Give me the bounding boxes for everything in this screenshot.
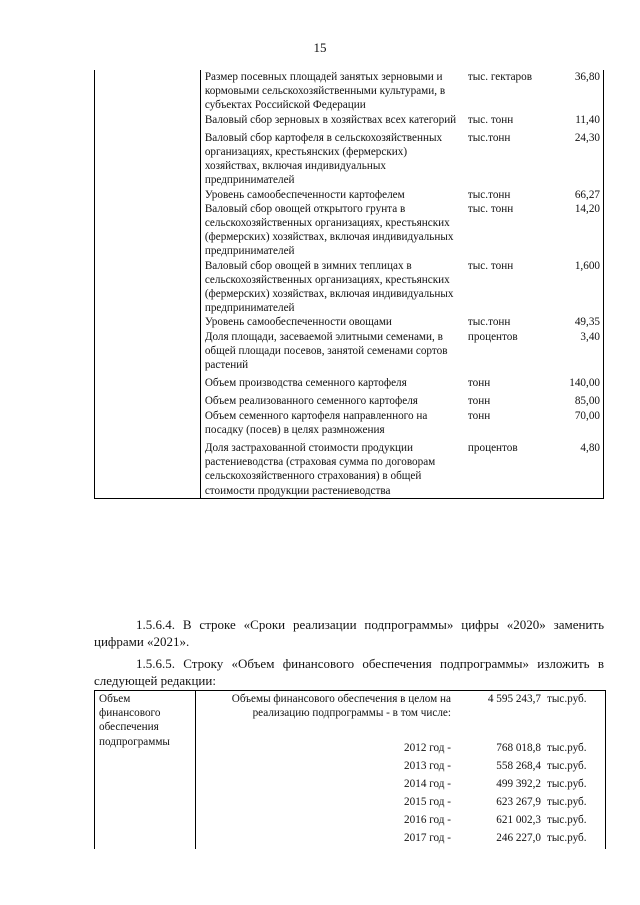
indicator-value: 11,40 <box>542 113 604 131</box>
column-divider <box>195 691 196 849</box>
indicator-unit: тыс.тонн <box>467 188 511 201</box>
indicator-name: Валовый сбор зерновых в хозяйствах всех категорий <box>204 113 457 126</box>
finance-year-row <box>201 741 601 758</box>
indicator-name: Объем производства семенного картофеля <box>204 377 407 390</box>
indicator-value: 14,20 <box>542 202 604 259</box>
indicator-value: 1,600 <box>542 259 604 316</box>
table-row <box>95 330 604 377</box>
finance-amount: 768 018,8 <box>496 742 541 754</box>
indicator-value: 66,27 <box>542 188 604 202</box>
finance-year-row <box>201 813 601 830</box>
finance-year-row <box>201 777 601 794</box>
table-row <box>95 376 604 394</box>
indicator-name: Объем реализованного семенного картофеля <box>204 395 418 408</box>
indicator-value: 24,30 <box>542 131 604 188</box>
finance-year: 2013 год - <box>404 760 451 772</box>
indicator-name: Валовый сбор овощей открытого грунта в сельскохозяйственных организациях, крестьянских (фермерских) хозяйствах, включая индивидуальных предпринимателей <box>204 202 454 258</box>
finance-year: 2014 год - <box>404 778 451 790</box>
indicator-unit: тонн <box>467 409 491 422</box>
paragraph-finance-change: 1.5.6.5. Строку «Объем финансового обеспечения подпрограммы» изложить в следующей редакции: <box>94 656 604 688</box>
indicator-unit: тыс. тонн <box>467 202 514 215</box>
table-row <box>95 131 604 188</box>
table-row <box>95 409 604 441</box>
indicator-value: 70,00 <box>542 409 604 441</box>
table-row <box>95 259 604 316</box>
indicator-name: Размер посевных площадей занятых зерновыми и кормовыми сельскохозяйственными культурами, в субъектах Российской Федерации <box>204 71 446 112</box>
finance-year-row <box>201 795 601 812</box>
indicators-table <box>94 70 604 499</box>
indicator-name: Доля застрахованной стоимости продукции растениеводства (страховая сумма по договорам сельскохозяйственного страхования) в общей стоимости продукции растениеводства <box>200 441 465 498</box>
finance-unit: тыс.руб. <box>547 760 587 772</box>
finance-amount: 621 002,3 <box>496 814 541 826</box>
finance-header: Объемы финансового обеспечения в целом на реализацию подпрограммы - в том числе: <box>231 693 451 720</box>
indicator-name: Валовый сбор овощей в зимних теплицах в сельскохозяйственных организациях, крестьянских (фермерских) хозяйствах, включая индивидуальных предпринимателей <box>204 259 454 315</box>
indicator-unit: тонн <box>467 377 491 390</box>
indicator-unit: процентов <box>465 441 542 498</box>
finance-label: Объем финансового обеспечения подпрограммы <box>99 693 170 748</box>
indicator-name: Валовый сбор картофеля в сельскохозяйственных организациях, крестьянских (фермерских) хозяйствах, включая индивидуальных предпринимателей <box>204 131 443 187</box>
finance-total-unit: тыс.руб. <box>547 693 587 705</box>
table-row <box>95 441 604 498</box>
finance-unit: тыс.руб. <box>547 778 587 790</box>
indicator-unit: тыс.тонн <box>467 316 511 329</box>
indicator-unit: тыс. тонн <box>467 113 514 126</box>
indicator-value: 4,80 <box>542 441 604 498</box>
finance-unit: тыс.руб. <box>547 796 587 808</box>
finance-unit: тыс.руб. <box>547 814 587 826</box>
indicator-value: 140,00 <box>542 376 604 394</box>
indicator-unit: процентов <box>467 330 518 343</box>
table-row <box>95 202 604 259</box>
indicator-unit: тыс. тонн <box>467 259 514 272</box>
finance-unit: тыс.руб. <box>547 742 587 754</box>
page-number: 15 <box>313 40 327 55</box>
finance-amount: 246 227,0 <box>496 832 541 844</box>
finance-year: 2012 год - <box>404 742 451 754</box>
table-row <box>95 188 604 202</box>
finance-total-row <box>201 692 601 709</box>
table-row <box>95 113 604 131</box>
table-row <box>95 70 604 113</box>
finance-year: 2016 год - <box>404 814 451 826</box>
table-row <box>95 394 604 408</box>
indicator-unit: тыс.тонн <box>467 131 511 144</box>
indicator-name: Уровень самообеспеченности картофелем <box>204 188 405 201</box>
indicator-unit: тонн <box>467 395 491 408</box>
finance-year: 2015 год - <box>404 796 451 808</box>
finance-year-row <box>201 831 601 848</box>
finance-total-amount: 4 595 243,7 <box>487 693 541 705</box>
indicator-unit: тыс. гектаров <box>467 71 533 83</box>
finance-amount: 623 267,9 <box>496 796 541 808</box>
indicator-name: Доля площади, засеваемой элитными семенами, в общей площади посевов, занятой семенами сортов растений <box>204 330 448 372</box>
indicator-name: Объем семенного картофеля направленного на посадку (посев) в целях размножения <box>204 409 428 436</box>
finance-amount: 558 268,4 <box>496 760 541 772</box>
finance-table <box>94 690 606 849</box>
indicator-value: 85,00 <box>542 394 604 408</box>
indicator-value: 3,40 <box>542 330 604 377</box>
finance-year: 2017 год - <box>404 832 451 844</box>
table-row <box>95 315 604 329</box>
indicator-value: 36,80 <box>542 70 604 113</box>
paragraph-term-change: 1.5.6.4. В строке «Сроки реализации подпрограммы» цифры «2020» заменить цифрами «2021». <box>94 617 604 649</box>
finance-year-row <box>201 759 601 776</box>
indicator-name: Уровень самообеспеченности овощами <box>204 316 392 329</box>
indicator-value: 49,35 <box>542 315 604 329</box>
finance-unit: тыс.руб. <box>547 832 587 844</box>
finance-amount: 499 392,2 <box>496 778 541 790</box>
